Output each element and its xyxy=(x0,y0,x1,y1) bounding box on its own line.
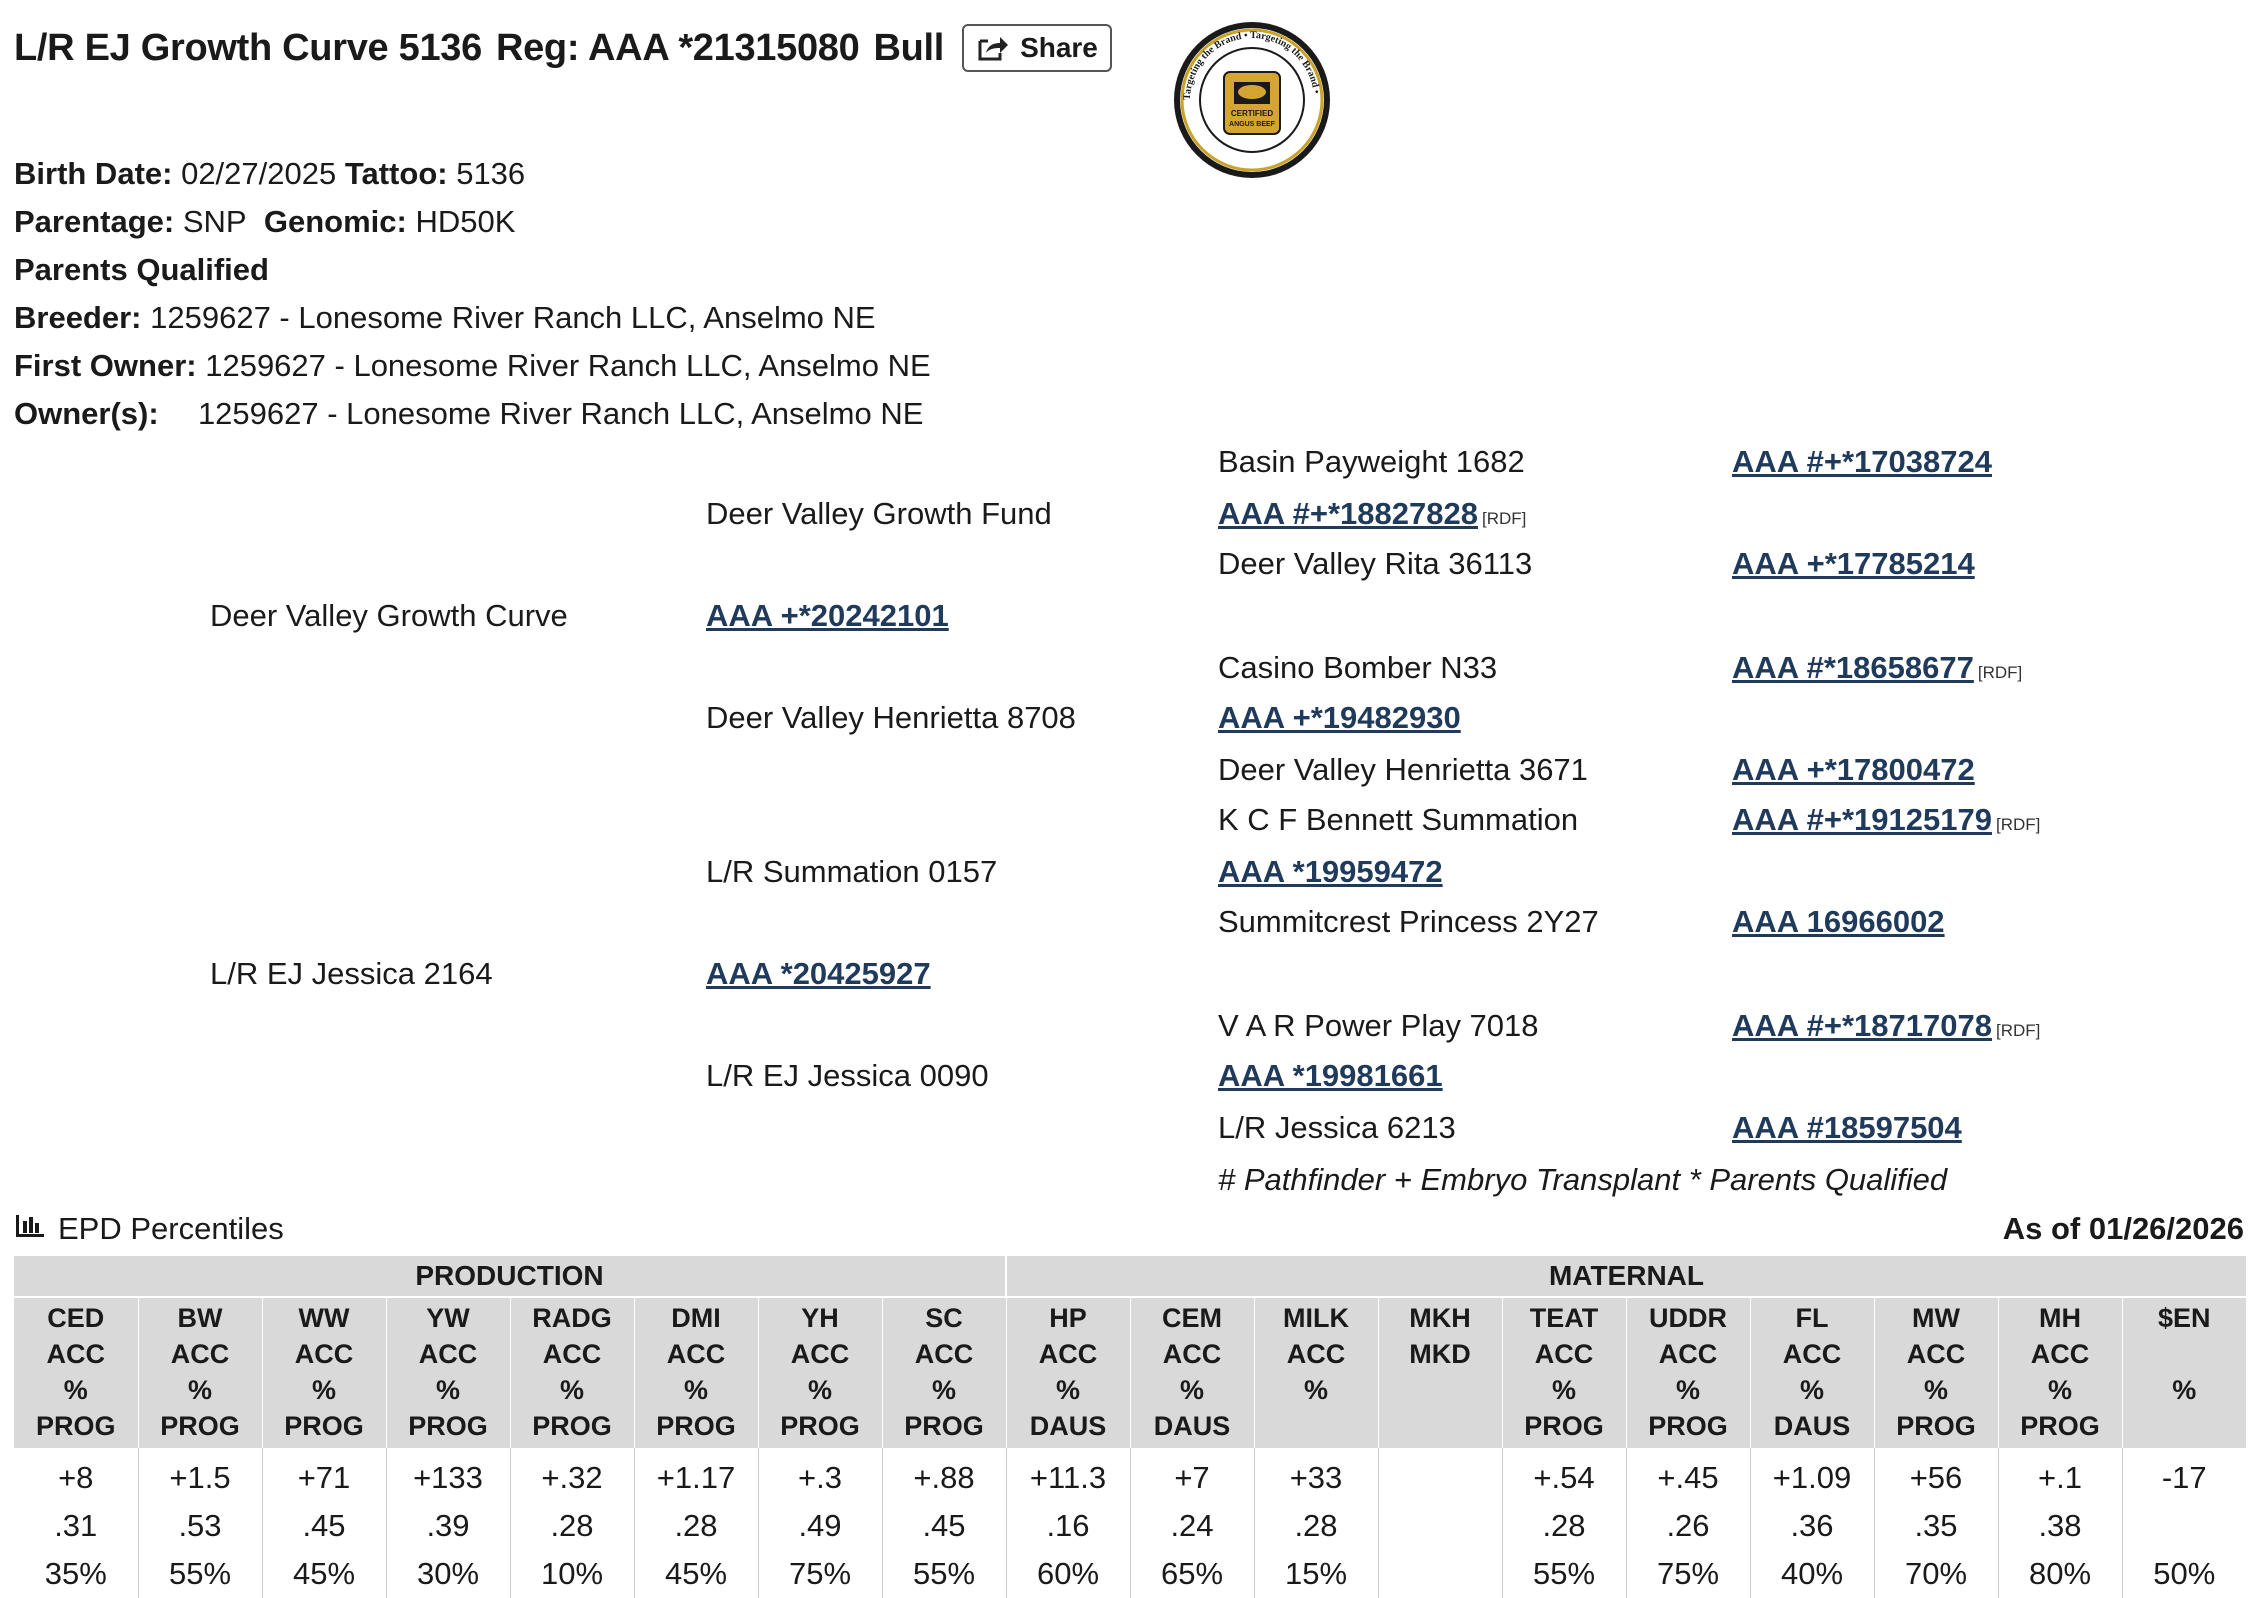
epd-row-percentile xyxy=(14,1550,2246,1598)
epd-header-line: MH xyxy=(2039,1303,2081,1333)
epd-cell: +56 xyxy=(1874,1448,1998,1502)
epd-header-line: % xyxy=(807,1375,832,1405)
epd-header-line: MILK xyxy=(1283,1303,1349,1333)
epd-header-line: PROG xyxy=(1648,1411,1728,1441)
registration-number: Reg: AAA *21315080 xyxy=(495,26,860,69)
epd-header-line: CEM xyxy=(1162,1303,1222,1333)
parentage-line xyxy=(14,198,515,246)
genomic-label: Genomic: xyxy=(263,204,407,239)
epd-header-line: ACC xyxy=(46,1339,105,1369)
first-owner-line xyxy=(14,342,931,390)
epd-header-line: CED xyxy=(47,1303,105,1333)
epd-header-line xyxy=(2123,1408,2247,1444)
epd-cell xyxy=(1378,1448,1502,1502)
logo-ring-text: Targeting the Brand • Targeting the Brand • xyxy=(1181,29,1322,101)
epd-column-header xyxy=(2122,1297,2246,1448)
epd-cell: .28 xyxy=(1254,1502,1378,1550)
pedigree-dam-name: L/R EJ Jessica 2164 xyxy=(210,956,493,991)
epd-header-line: % xyxy=(683,1375,708,1405)
epd-cell: .38 xyxy=(1998,1502,2122,1550)
epd-header-line: TEAT xyxy=(1529,1303,1599,1333)
epd-header-line: ACC xyxy=(170,1339,230,1369)
epd-header-line: MW xyxy=(1912,1303,1960,1333)
epd-header-line: YH xyxy=(801,1303,839,1333)
epd-cell: .16 xyxy=(1006,1502,1130,1550)
epd-header-line: ACC xyxy=(542,1339,602,1369)
epd-cell: 55% xyxy=(882,1550,1006,1598)
epd-cell xyxy=(1378,1550,1502,1598)
rdf-tag: [RDF] xyxy=(1481,509,1527,528)
pedigree-sds-name: Casino Bomber N33 xyxy=(1218,650,1498,685)
epd-as-of-date: As of 01/26/2026 xyxy=(2002,1211,2244,1246)
epd-column-header xyxy=(1254,1297,1378,1448)
epd-header-line xyxy=(1379,1372,1502,1408)
epd-cell: .39 xyxy=(386,1502,510,1550)
epd-cell: .45 xyxy=(262,1502,386,1550)
owners-label: Owner(s): xyxy=(14,396,159,431)
epd-cell: .28 xyxy=(1502,1502,1626,1550)
owners-value: 1259627 - Lonesome River Ranch LLC, Anselmo NE xyxy=(197,396,924,431)
epd-title: EPD Percentiles xyxy=(58,1211,284,1246)
epd-header-line: PROG xyxy=(408,1411,488,1441)
epd-cell: 50% xyxy=(2122,1550,2246,1598)
epd-cell: .36 xyxy=(1750,1502,1874,1550)
epd-table xyxy=(14,1256,2246,1598)
epd-cell: .31 xyxy=(54,1508,98,1543)
pedigree-ds-reg-link[interactable]: AAA *19959472 xyxy=(1218,854,1443,889)
epd-header-line: PROG xyxy=(1896,1411,1976,1441)
epd-cell: .28 xyxy=(510,1502,634,1550)
epd-cell: +.32 xyxy=(510,1448,634,1502)
epd-header-line: DAUS xyxy=(1153,1411,1231,1441)
pedigree-dds-name: V A R Power Play 7018 xyxy=(1218,1008,1539,1043)
pedigree-dsd-name: Summitcrest Princess 2Y27 xyxy=(1218,904,1599,939)
breeder-value: 1259627 - Lonesome River Ranch LLC, Anselmo NE xyxy=(150,300,876,335)
pedigree-sd-name: Deer Valley Henrietta 8708 xyxy=(706,700,1076,735)
epd-column-header xyxy=(1750,1297,1874,1448)
pedigree-ssd-reg-link[interactable]: AAA +*17785214 xyxy=(1732,546,1975,581)
epd-header-line: ACC xyxy=(914,1339,974,1369)
logo-badge-top: CERTIFIED xyxy=(1230,109,1274,118)
birth-label: Birth Date: xyxy=(14,156,173,191)
epd-cell: 40% xyxy=(1750,1550,1874,1598)
pedigree-ddd-name: L/R Jessica 6213 xyxy=(1218,1110,1456,1145)
share-icon xyxy=(976,33,1010,63)
epd-header-line: $EN xyxy=(2157,1303,2211,1333)
birth-line xyxy=(14,150,525,198)
epd-header-line: % xyxy=(1055,1375,1080,1405)
pedigree-sss-reg-link[interactable]: AAA #+*17038724 xyxy=(1732,444,1992,479)
epd-cell: +.3 xyxy=(758,1448,882,1502)
epd-section-header xyxy=(14,1211,284,1247)
pedigree-ss-reg-link[interactable]: AAA #+*18827828 xyxy=(1218,496,1478,531)
epd-header-line: DAUS xyxy=(1773,1411,1851,1441)
epd-header-line: % xyxy=(1551,1375,1576,1405)
epd-cell: +.1 xyxy=(1998,1448,2122,1502)
pedigree-dss-name: K C F Bennett Summation xyxy=(1218,802,1579,837)
epd-header-line xyxy=(1379,1408,1502,1444)
epd-header-line: PROG xyxy=(160,1411,240,1441)
epd-column-header xyxy=(1502,1297,1626,1448)
epd-group-production: PRODUCTION xyxy=(14,1256,1006,1297)
epd-cell: 65% xyxy=(1130,1550,1254,1598)
epd-cell: +11.3 xyxy=(1006,1448,1130,1502)
epd-cell xyxy=(2122,1502,2246,1550)
epd-cell: +33 xyxy=(1254,1448,1378,1502)
epd-header-line: ACC xyxy=(666,1339,726,1369)
first-owner-value: 1259627 - Lonesome River Ranch LLC, Anselmo NE xyxy=(205,348,931,383)
epd-header-line: ACC xyxy=(418,1339,478,1369)
epd-header-line: BW xyxy=(177,1303,223,1333)
parentage-label: Parentage: xyxy=(14,204,175,239)
pedigree-sdd-name: Deer Valley Henrietta 3671 xyxy=(1218,752,1588,787)
certified-angus-beef-logo xyxy=(1172,20,1332,180)
epd-cell: 75% xyxy=(758,1550,882,1598)
pedigree-dd-reg-link[interactable]: AAA *19981661 xyxy=(1218,1058,1443,1093)
epd-header-line: % xyxy=(1303,1375,1328,1405)
epd-body xyxy=(14,1448,2246,1598)
epd-cell: +.45 xyxy=(1626,1448,1750,1502)
epd-header-line: % xyxy=(1179,1375,1204,1405)
epd-cell: 60% xyxy=(1006,1550,1130,1598)
epd-cell: +133 xyxy=(386,1448,510,1502)
epd-header-line: % xyxy=(435,1375,460,1405)
epd-header-line xyxy=(1255,1408,1378,1444)
epd-row-accuracy xyxy=(14,1502,2246,1550)
epd-cell: .35 xyxy=(1874,1502,1998,1550)
epd-cell: .28 xyxy=(634,1502,758,1550)
tattoo-value: 5136 xyxy=(456,156,526,191)
epd-cell: 75% xyxy=(1626,1550,1750,1598)
share-button[interactable] xyxy=(962,24,1112,72)
bar-chart-icon xyxy=(14,1211,46,1247)
pedigree-sire-name: Deer Valley Growth Curve xyxy=(210,598,568,633)
epd-header-line: ACC xyxy=(294,1339,354,1369)
epd-cell: +8 xyxy=(58,1460,94,1495)
epd-column-header xyxy=(14,1297,138,1448)
epd-cell: +.88 xyxy=(882,1448,1006,1502)
animal-name: L/R EJ Growth Curve 5136 xyxy=(14,26,482,69)
breeder-label: Breeder: xyxy=(14,300,142,335)
epd-column-header xyxy=(1874,1297,1998,1448)
epd-cell: .53 xyxy=(138,1502,262,1550)
epd-header-line: ACC xyxy=(1906,1339,1966,1369)
pedigree-legend: # Pathfinder + Embryo Transplant * Parents Qualified xyxy=(1218,1162,1948,1197)
parentage-value: SNP xyxy=(182,204,247,239)
epd-row-value xyxy=(14,1448,2246,1502)
parents-qualified-line xyxy=(14,246,269,294)
epd-header-line: HP xyxy=(1049,1303,1087,1333)
epd-header-line: % xyxy=(559,1375,584,1405)
epd-column-header xyxy=(634,1297,758,1448)
birth-value: 02/27/2025 xyxy=(181,156,337,191)
pedigree-ddd-reg-link[interactable]: AAA #18597504 xyxy=(1732,1110,1962,1145)
epd-column-header xyxy=(1626,1297,1750,1448)
epd-header-line: DAUS xyxy=(1029,1411,1107,1441)
epd-header-line: UDDR xyxy=(1649,1303,1727,1333)
pedigree-sds-reg-link[interactable]: AAA #*18658677 xyxy=(1732,650,1974,685)
epd-header-line: % xyxy=(931,1375,956,1405)
epd-header-line: PROG xyxy=(284,1411,364,1441)
pedigree-ssd-name: Deer Valley Rita 36113 xyxy=(1218,546,1533,581)
epd-header-line: % xyxy=(63,1375,88,1405)
epd-cell: .49 xyxy=(758,1502,882,1550)
logo-badge-bottom: ANGUS BEEF xyxy=(1229,121,1275,128)
epd-cell: +1.09 xyxy=(1750,1448,1874,1502)
epd-cell: +1.17 xyxy=(634,1448,758,1502)
epd-cell: .45 xyxy=(882,1502,1006,1550)
epd-cell: 35% xyxy=(44,1556,107,1591)
pedigree-ss-name: Deer Valley Growth Fund xyxy=(706,496,1052,531)
epd-header-line: DMI xyxy=(671,1303,721,1333)
pedigree-sd-reg-link[interactable]: AAA +*19482930 xyxy=(1218,700,1461,735)
epd-header-line: % xyxy=(311,1375,336,1405)
pedigree-dd-name: L/R EJ Jessica 0090 xyxy=(706,1058,989,1093)
epd-header-line: PROG xyxy=(904,1411,984,1441)
epd-header-line: SC xyxy=(925,1303,963,1333)
epd-column-header xyxy=(758,1297,882,1448)
epd-header-line: % xyxy=(1799,1375,1824,1405)
epd-header-line: RADG xyxy=(532,1303,612,1333)
epd-header-line: ACC xyxy=(1162,1339,1222,1369)
epd-header-line: % xyxy=(2172,1375,2197,1405)
pedigree-dss-reg-link[interactable]: AAA #+*19125179 xyxy=(1732,802,1992,837)
pedigree-sdd-reg-link[interactable]: AAA +*17800472 xyxy=(1732,752,1975,787)
epd-header-line: ACC xyxy=(1286,1339,1346,1369)
epd-column-header xyxy=(386,1297,510,1448)
epd-header-line xyxy=(2123,1336,2247,1372)
epd-column-header xyxy=(262,1297,386,1448)
epd-header-line: PROG xyxy=(35,1411,116,1441)
epd-header-line: % xyxy=(1923,1375,1948,1405)
tattoo-label: Tattoo: xyxy=(344,156,448,191)
epd-cell: -17 xyxy=(2122,1448,2246,1502)
epd-cell: +.54 xyxy=(1502,1448,1626,1502)
breeder-line xyxy=(14,294,876,342)
epd-group-maternal: MATERNAL xyxy=(1006,1256,2246,1297)
epd-header-line: WW xyxy=(298,1303,350,1333)
epd-header-line: ACC xyxy=(790,1339,850,1369)
epd-cell: 80% xyxy=(1998,1550,2122,1598)
pedigree-dds-reg-link[interactable]: AAA #+*18717078 xyxy=(1732,1008,1992,1043)
pedigree-dam-reg-link[interactable]: AAA *20425927 xyxy=(706,956,931,991)
epd-cell: 45% xyxy=(262,1550,386,1598)
epd-cell: +71 xyxy=(262,1448,386,1502)
epd-column-header xyxy=(1998,1297,2122,1448)
pedigree-sss-name: Basin Payweight 1682 xyxy=(1218,444,1525,479)
epd-header-line: ACC xyxy=(2030,1339,2090,1369)
epd-header-line: ACC xyxy=(1534,1339,1594,1369)
epd-cell: 30% xyxy=(386,1550,510,1598)
parents-qualified: Parents Qualified xyxy=(14,252,269,287)
epd-group-row xyxy=(14,1256,2246,1297)
epd-header-line: ACC xyxy=(1038,1339,1098,1369)
epd-column-header xyxy=(882,1297,1006,1448)
rdf-tag: [RDF] xyxy=(1995,815,2041,834)
genomic-value: HD50K xyxy=(415,204,516,239)
epd-cell: 55% xyxy=(1502,1550,1626,1598)
epd-column-header xyxy=(1006,1297,1130,1448)
epd-cell: 10% xyxy=(510,1550,634,1598)
epd-header-line: YW xyxy=(426,1303,470,1333)
epd-header-line: % xyxy=(187,1375,212,1405)
epd-cell: 70% xyxy=(1874,1550,1998,1598)
epd-header-line: ACC xyxy=(1782,1339,1842,1369)
pedigree-dsd-reg-link[interactable]: AAA 16966002 xyxy=(1732,904,1945,939)
epd-header-line: MKH xyxy=(1409,1303,1471,1333)
pedigree-ds-name: L/R Summation 0157 xyxy=(706,854,998,889)
title-row xyxy=(14,18,1112,78)
epd-header-row xyxy=(14,1297,2246,1448)
epd-cell: +1.5 xyxy=(138,1448,262,1502)
epd-cell: .24 xyxy=(1130,1502,1254,1550)
epd-header-line: PROG xyxy=(2020,1411,2100,1441)
rdf-tag: [RDF] xyxy=(1995,1021,2041,1040)
epd-header-line: MKD xyxy=(1409,1339,1471,1369)
epd-cell: .26 xyxy=(1626,1502,1750,1550)
epd-column-header xyxy=(138,1297,262,1448)
epd-header-line: PROG xyxy=(1524,1411,1604,1441)
epd-header-line: PROG xyxy=(532,1411,612,1441)
animal-sex: Bull xyxy=(873,26,945,69)
epd-header-line: PROG xyxy=(656,1411,736,1441)
epd-header-line: PROG xyxy=(780,1411,860,1441)
first-owner-label: First Owner: xyxy=(14,348,197,383)
epd-column-header xyxy=(1378,1297,1502,1448)
epd-cell: 55% xyxy=(138,1550,262,1598)
epd-header-line: ACC xyxy=(1658,1339,1718,1369)
owners-line xyxy=(14,390,923,438)
epd-header-line: % xyxy=(2047,1375,2072,1405)
epd-cell: +7 xyxy=(1130,1448,1254,1502)
epd-header-line: FL xyxy=(1795,1303,1829,1333)
share-label: Share xyxy=(1020,32,1098,63)
pedigree-sire-reg-link[interactable]: AAA +*20242101 xyxy=(706,598,949,633)
rdf-tag: [RDF] xyxy=(1977,663,2023,682)
epd-column-header xyxy=(510,1297,634,1448)
epd-cell xyxy=(1378,1502,1502,1550)
epd-cell: 15% xyxy=(1254,1550,1378,1598)
epd-cell: 45% xyxy=(634,1550,758,1598)
epd-header-line: % xyxy=(1675,1375,1700,1405)
epd-column-header xyxy=(1130,1297,1254,1448)
